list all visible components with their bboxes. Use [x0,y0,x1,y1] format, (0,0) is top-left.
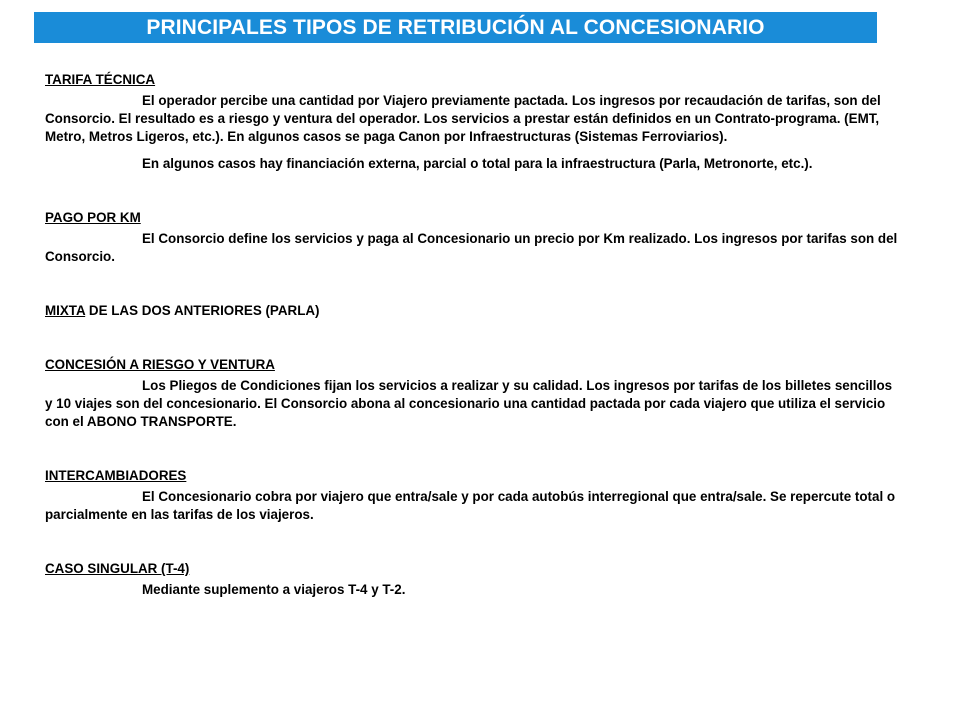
mixta-heading-rest: DE LAS DOS ANTERIORES (PARLA) [85,303,320,318]
tarifa-tecnica-paragraph-2: En algunos casos hay financiación externa, parcial o total para la infraestructura (Parla, Metronorte, etc.). [142,156,813,171]
tarifa-tecnica-paragraph-1: El operador percibe una cantidad por Viajero previamente pactada. Los ingresos por recaudación de tarifas, son del Consorcio. El resultado es a riesgo y ventura del operador. Los servicios a prestar están definidos en un Contrato-programa. (EMT, Metro, Metros Ligeros, etc.). En algunos casos se paga Canon por Infraestructuras (Sistemas Ferroviarios). [45,93,881,144]
section-heading-intercambiadores: INTERCAMBIADORES [45,468,187,483]
section-heading-mixta [45,302,903,320]
mixta-underlined-word: MIXTA [45,303,86,318]
section-heading-pago-km: PAGO POR KM [45,210,141,225]
title-banner [34,12,877,43]
page-title: PRINCIPALES TIPOS DE RETRIBUCIÓN AL CONCESIONARIO [146,15,765,39]
caso-singular-paragraph: Mediante suplemento a viajeros T-4 y T-2. [142,582,406,597]
section-heading-tarifa-tecnica: TARIFA TÉCNICA [45,72,156,87]
section-heading-concesion: CONCESIÓN A RIESGO Y VENTURA [45,357,275,372]
concesion-paragraph: Los Pliegos de Condiciones fijan los servicios a realizar y su calidad. Los ingresos por tarifas de los billetes sencillos y 10 viajes son del concesionario. El Consorcio abona al concesionario una cantidad pactada por cada viajero que utiliza el servicio con el ABONO TRANSPORTE. [45,378,893,429]
document-body [45,71,903,599]
intercambiadores-paragraph: El Concesionario cobra por viajero que entra/sale y por cada autobús interregional que entra/sale. Se repercute total o parcialmente en las tarifas de los viajeros. [45,489,896,522]
pago-km-paragraph: El Consorcio define los servicios y paga al Concesionario un precio por Km realizado. Los ingresos por tarifas son del Consorcio. [45,231,898,264]
section-heading-caso-singular: CASO SINGULAR (T-4) [45,561,190,576]
